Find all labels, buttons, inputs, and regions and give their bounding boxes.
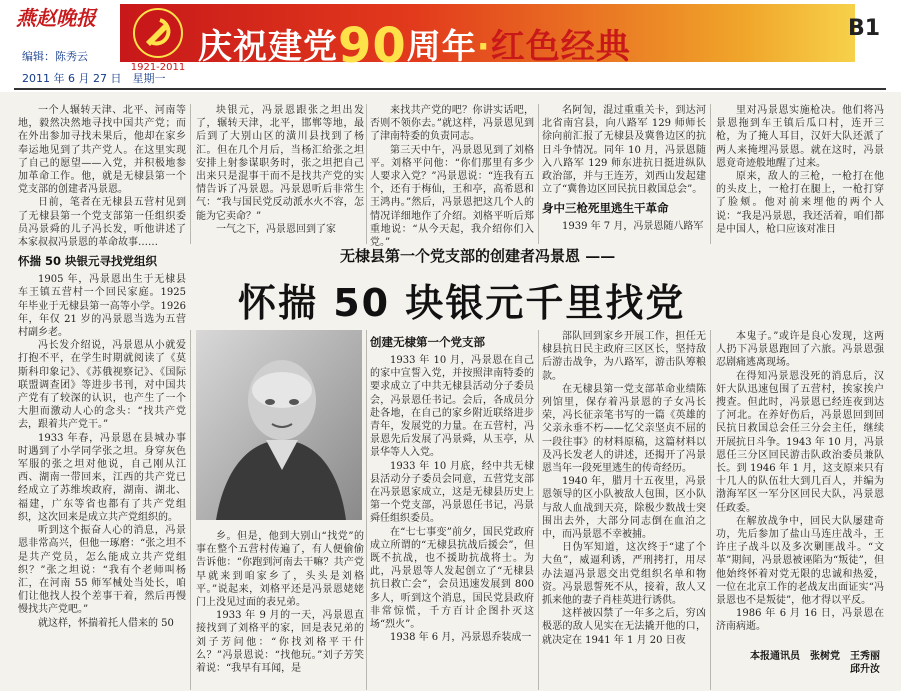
article-column-5-bottom bbox=[716, 330, 884, 690]
paragraph: 冯长发介绍说，冯景恩从小就爱打抱不平，在学生时期就阅读了《莫斯科印象记》、《苏俄视察记》、《国际联盟调查团》等进步书刊，对中国共产党有了较深的认识，也产生了一个大胆而激动人心的念头：“找共产党去，跟着共产党干。” bbox=[18, 340, 186, 431]
article-column-2-bottom bbox=[196, 530, 364, 690]
title-suffix: 周年 bbox=[406, 27, 477, 67]
article-column-4-bottom bbox=[542, 330, 706, 690]
column-rule bbox=[190, 104, 191, 244]
paragraph: 在得知冯景恩没死的消息后，汉奸大队迅速包围了五营村，挨家挨户搜查。但此时，冯景恩已经连夜到达了河北。在养好伤后，冯景恩回到回民抗日救国总会任三分会主任，继续开展抗日斗争。1943 年 10 月，冯景恩任三分区回民游击队政治委员兼队长。到 1946 年 1 月，这支原来只有十几人的队伍壮大到几百人，并编为渤海军区一军分区回民大队，冯景恩任政委。 bbox=[716, 370, 884, 514]
paragraph: 部队回到家乡开展工作，担任无棣县抗日民主政府三区区长，坚持敌后游击战争，为八路军，游击队筹粮款。 bbox=[542, 331, 706, 382]
paragraph: 一气之下，冯景恩回到了家 bbox=[216, 223, 336, 235]
title-number: 90 bbox=[338, 18, 407, 74]
article-headline: 怀揣 50 块银元千里找党 bbox=[238, 281, 686, 325]
section-heading: 创建无棣第一个党支部 bbox=[370, 335, 485, 349]
section-heading: 身中三枪死里逃生干革命 bbox=[542, 201, 669, 216]
title-dot: · bbox=[476, 27, 491, 67]
paragraph: 来找共产党的吧？你讲实话吧，否则不领你去。”就这样，冯景恩见到了津南特委的负责同志。 bbox=[370, 105, 534, 143]
paragraph: 1933 年 10 月，冯景恩在自己的家中宣誓入党，并按照津南特委的要求成立了中共无棣县活动分子委员会，冯景恩任书记。会后，各成员分赴各地，在自己的家乡附近联络进步青年，发展党的力量。在五营村，冯景恩先后发展了冯景舜，从玉亭，从景华等人入党。 bbox=[370, 355, 534, 459]
paragraph: 在无棣县第一党支部革命业绩陈列馆里，保存着冯景恩的子女冯长荣，冯长征亲笔书写的一篇《英雄的父亲永垂不朽——忆父亲坚贞不屈的一段往事》的材料原稿，这篇材料以及冯长发老人的讲述，还揭开了冯景恩当年一段死里逃生的传奇经历。 bbox=[542, 383, 706, 475]
paragraph: 1940 年，腊月十五夜里，冯景恩领导的区小队被敌人包围，区小队与敌人血战到天亮，除极少数战士突围出去外，大部分同志倒在血泊之中，而冯景恩不幸被捕。 bbox=[542, 476, 706, 541]
paragraph: 一个人辗转天津、北平、河南等地，毅然决然地寻找中国共产党；而在外出参加寻找未果后，他却在家乡奉运地见到了共产党人。在这里实现了自己的愿望——入党，并积极地参加革命工作。他，就是无棣县第一个党支部的创建者冯景恩。 bbox=[18, 105, 186, 196]
column-rule bbox=[538, 330, 539, 690]
byline-line: 邱升汝 bbox=[850, 664, 880, 675]
article-column-4-top bbox=[542, 104, 706, 250]
section-heading: 怀揣 50 块银元寻找党组织 bbox=[18, 254, 158, 269]
paragraph: 听到这个振奋人心的消息，冯景恩非常高兴，但他一琢磨：“张之坦不是共产党员，怎么能成立共产党组织？”张之坦说：“我有个老师叫杨汇，在河南 55 师军械处当处长，咱们让他找人投个差事干着，然后再慢慢找共产党吧。” bbox=[18, 525, 186, 616]
page-number: B1 bbox=[848, 16, 881, 41]
column-rule bbox=[710, 104, 711, 244]
paragraph: 日前，笔者在无棣县五营村见到了无棣县第一个党支部第一任组织委员冯景舜的儿子冯长发，听他讲述了本家叔叔冯景恩的革命故事…… bbox=[18, 197, 186, 249]
column-rule bbox=[190, 330, 191, 690]
paragraph: 块银元，冯景恩跟张之坦出发了，辗转天津，北平，邯郸等地，最后到了大别山区的潢川县找到了杨汇。但在几个月后，当杨汇给张之坦安排上射参谋职务时，张之坦把自己出来只是混事干而不是找共产党的实情告诉了冯景恩。冯景恩听后非常生气：“我与国民党反动派水火不容，怎能为它卖命？” bbox=[196, 105, 364, 222]
paragraph: 1986 年 6 月 16 日，冯景恩在济南病逝。 bbox=[716, 608, 884, 633]
masthead bbox=[0, 0, 901, 92]
paragraph: 这样被囚禁了一年多之后，穷凶极恶的敌人见实在无法撬开他的口，就决定在 1941 年 1 月 20 日夜 bbox=[542, 608, 706, 646]
column-rule bbox=[366, 330, 367, 690]
paragraph: 1933 年 9 月的一天，冯景恩直接找到了刘格平的家，回是表兄弟的刘子芳问他：“你找刘格平干什么？”冯景恩说：“找他玩。”刘子芳笑着说：“我早有耳闻，是 bbox=[196, 610, 364, 675]
paragraph: 1938 年 6 月，冯景恩乔装成一 bbox=[390, 632, 532, 644]
newspaper-logo: 燕赵晚报 bbox=[16, 6, 96, 30]
paragraph: 第三天中午，冯景恩见到了刘格平。刘格平问他：“你们那里有多少人要求入党？”冯景恩说：“连我有五个，还有于梅仙，王和亭，高希恩和王鸿冉。”然后，冯景恩把这几个人的情况详细地作了介绍。刘格平听后郑重地说：“从今天起，我介绍你们入党。” bbox=[370, 144, 534, 249]
column-rule bbox=[538, 104, 539, 244]
emblem-years: 1921-2011 bbox=[130, 62, 186, 73]
article-kicker: 无棣县第一个党支部的创建者冯景恩 —— bbox=[340, 247, 616, 265]
author-byline bbox=[736, 650, 880, 676]
paragraph: 1939 年 7 月，冯景恩随八路军 bbox=[562, 221, 704, 233]
party-emblem-icon bbox=[130, 6, 186, 60]
paragraph: 本鬼子。”或许是良心发现，这两人扔下冯景恩跑回了六旅。冯景恩强忍剧痛逃离现场。 bbox=[716, 331, 884, 369]
byline-line: 本报通讯员 张树党 王秀丽 bbox=[750, 651, 880, 662]
article-column-3-bottom bbox=[370, 330, 534, 690]
paragraph: 乡。但是，他到大别山“找党”的事在整个五营村传遍了，有人便偷偷告诉他：“你跑到河南去干嘛？共产党早就来到咱家乡了，头头是刘格平。”说起来，刘格平还是冯景恩姥姥门上没见过面的表兄弟。 bbox=[196, 531, 364, 609]
paragraph: 就这样，怀揣着托人借来的 50 bbox=[38, 617, 174, 629]
issue-date: 2011 年 6 月 27 日 星期一 bbox=[22, 72, 166, 85]
paragraph: 1933 年春，冯景恩在县城办事时遇到了小学同学张之坦。身穿灰色军服的张之坦对他说，自己刚从江西、湖南一带回来，江西的共产党已经成立了苏维埃政府，湖南、湖北、福建，广东等省也都有了共产党组织，这次回来是成立共产党组织的。 bbox=[18, 432, 186, 523]
column-rule bbox=[710, 330, 711, 690]
title-prefix: 庆祝建党 bbox=[198, 27, 338, 67]
editor-credit: 编辑：陈秀云 bbox=[22, 50, 88, 63]
paragraph: 1933 年 10 月底，经中共无棣县活动分子委员会同意，五营党支部在冯景恩家成立，这是无棣县历史上第一个党支部，冯景恩任书记，冯景舜任组织委员。 bbox=[370, 460, 534, 525]
article-column-2-top bbox=[196, 104, 364, 250]
paragraph: 1905 年，冯景恩出生于无棣县车王镇五营村一个回民家庭。1925 年毕业于无棣县第一高等小学。1926 年，年仅 21 岁的冯景恩当选为五营村副乡老。 bbox=[18, 274, 186, 339]
article-column-1 bbox=[18, 104, 186, 690]
paragraph: 名阿訇，混过重重关卡，到达河北省南宫县，向八路军 129 师师长徐向前汇报了无棣县及冀鲁边区的抗日斗争情况。同年 10 月，冯景恩随入八路军 129 师东进抗日挺进纵队政治部，并与王连芳，刘西山发起建立了“冀鲁边区回民抗日救国总会”。 bbox=[542, 105, 706, 196]
article-column-5-top bbox=[716, 104, 884, 250]
portrait-photo bbox=[196, 330, 362, 520]
column-rule bbox=[366, 104, 367, 244]
page-title bbox=[198, 14, 631, 74]
paragraph: 里对冯景恩实施枪决。他们将冯景恩拖到车王镇后瓜口村，连开三枪，为了掩人耳目，汉奸大队还派了两人来掩埋冯景恩。就在这时，冯景恩竟奇迹般地醒了过来。 bbox=[716, 105, 884, 169]
article-column-3-top bbox=[370, 104, 534, 250]
masthead-rule bbox=[14, 88, 886, 90]
paragraph: 在解放战争中，回民大队屡建奇功，先后参加了盐山马连庄战斗，王许庄子战斗以及多次剿匪战斗。“文革”期间，冯景恩被诬陷为“叛徒”，但他始终怀着对党无限的忠诚和热爱，一位在北京工作的老战友出面证实“冯景恩也不是叛徒”，他才得以平反。 bbox=[716, 515, 884, 607]
paragraph: 日伪军知道，这次终于“逮了个大鱼”，威逼利诱，严刑拷打，用尽办法逼冯景恩交出党组织名单和物资。冯景恩誓死不从，接着，敌人又抓来他的妻子肖桂英进行诱供。 bbox=[542, 542, 706, 607]
paragraph: 原来，敌人的三枪，一枪打在他的头皮上，一枪打在腿上，一枪打穿了脸颊。他对前来埋他的两个人说：“我是冯景恩，我还活着，咱们都是中国人，枪口应该对准日 bbox=[716, 171, 884, 235]
title-sub: 红色经典 bbox=[490, 27, 631, 67]
paragraph: 在“七七事变”前夕，国民党政府成立所谓的“无棣县抗战后援会”，但既不抗战，也不援助抗战将士。为此，冯景恩等人发起创立了“无棣县抗日救亡会”，会员迅速发展到 800 多人，听到这个消息，国民党县政府非常惊慌，千方百计企图扑灭这场“烈火”。 bbox=[370, 526, 534, 631]
